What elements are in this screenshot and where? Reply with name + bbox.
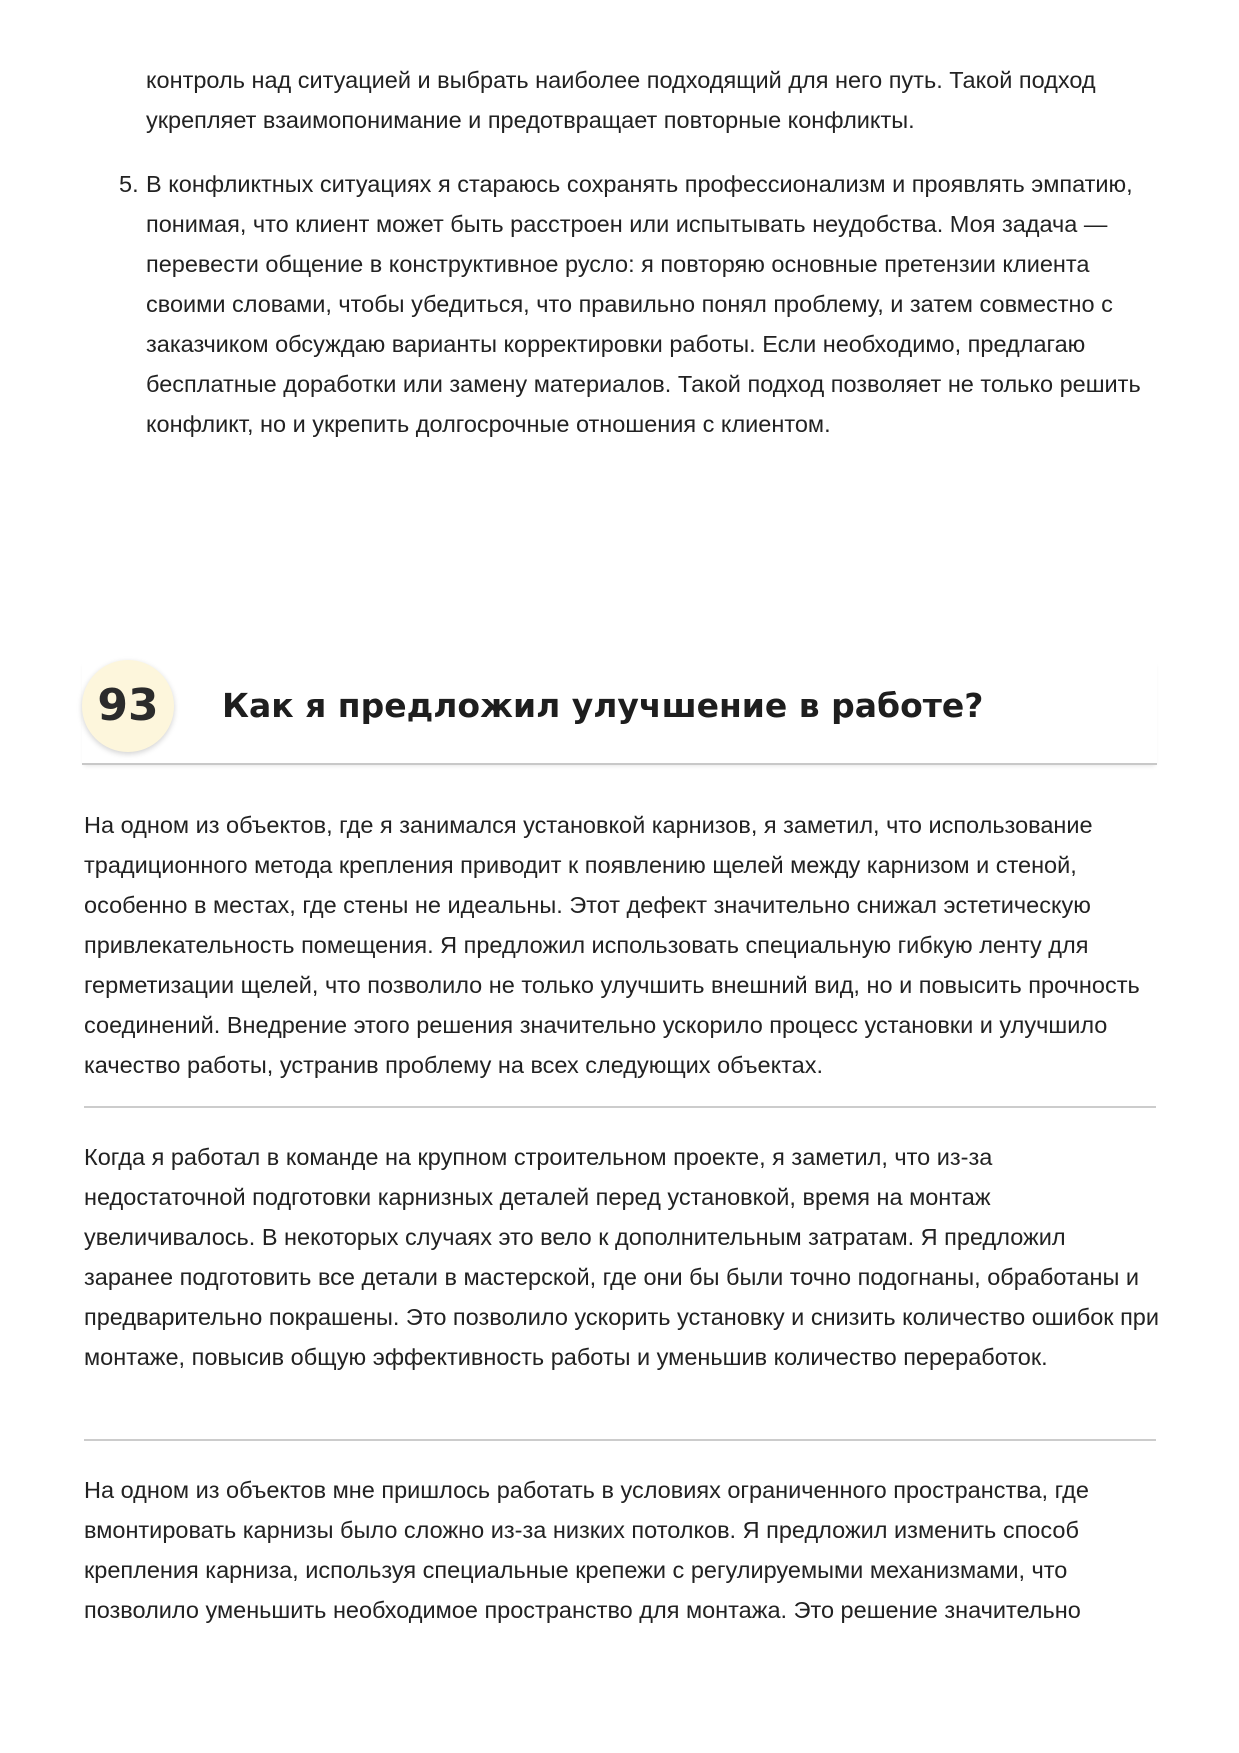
question-number-badge: 93 (82, 660, 174, 752)
list-item-number: 5. (119, 171, 139, 197)
question-header (82, 660, 1157, 765)
answer-paragraph-3: На одном из объектов мне пришлось работать в условиях ограниченного пространства, где вмонтировать карнизы было сложно из-за низких потолков. Я предложил изменить способ крепления карниза, используя специальные крепежи с регулируемыми механизмами, что позволило уменьшить необходимое пространство для монтажа. Это решение значительно (84, 1477, 1089, 1623)
list-item-continuation: контроль над ситуацией и выбрать наиболее подходящий для него путь. Такой подход укрепляет взаимопонимание и предотвращает повторные конфликты. (146, 67, 1096, 133)
question-title: Как я предложил улучшение в работе? (222, 686, 984, 725)
answer-divider (84, 1106, 1156, 1108)
list-item-text: В конфликтных ситуациях я стараюсь сохранять профессионализм и проявлять эмпатию, понимая, что клиент может быть расстроен или испытывать неудобства. Моя задача — перевести общение в конструктивное русло: я повторяю основные претензии клиента своими словами, чтобы убедиться, что правильно понял проблему, и затем совместно с заказчиком обсуждаю варианты корректировки работы. Если необходимо, предлагаю бесплатные доработки или замену материалов. Такой подход позволяет не только решить конфликт, но и укрепить долгосрочные отношения с клиентом. (146, 171, 1141, 437)
answer-paragraph-2: Когда я работал в команде на крупном строительном проекте, я заметил, что из-за недостаточной подготовки карнизных деталей перед установкой, время на монтаж увеличивалось. В некоторых случаях это вело к дополнительным затратам. Я предложил заранее подготовить все детали в мастерской, где они бы были точно подогнаны, обработаны и предварительно покрашены. Это позволило ускорить установку и снизить количество ошибок при монтаже, повысив общую эффективность работы и уменьшив количество переработок. (84, 1144, 1159, 1370)
answer-divider (84, 1439, 1156, 1441)
answer-paragraph-1: На одном из объектов, где я занимался установкой карнизов, я заметил, что использование традиционного метода крепления приводит к появлению щелей между карнизом и стеной, особенно в местах, где стены не идеальны. Этот дефект значительно снижал эстетическую привлекательность помещения. Я предложил использовать специальную гибкую ленту для герметизации щелей, что позволило не только улучшить внешний вид, но и повысить прочность соединений. Внедрение этого решения значительно ускорило процесс установки и улучшило качество работы, устранив проблему на всех следующих объектах. (84, 812, 1140, 1078)
